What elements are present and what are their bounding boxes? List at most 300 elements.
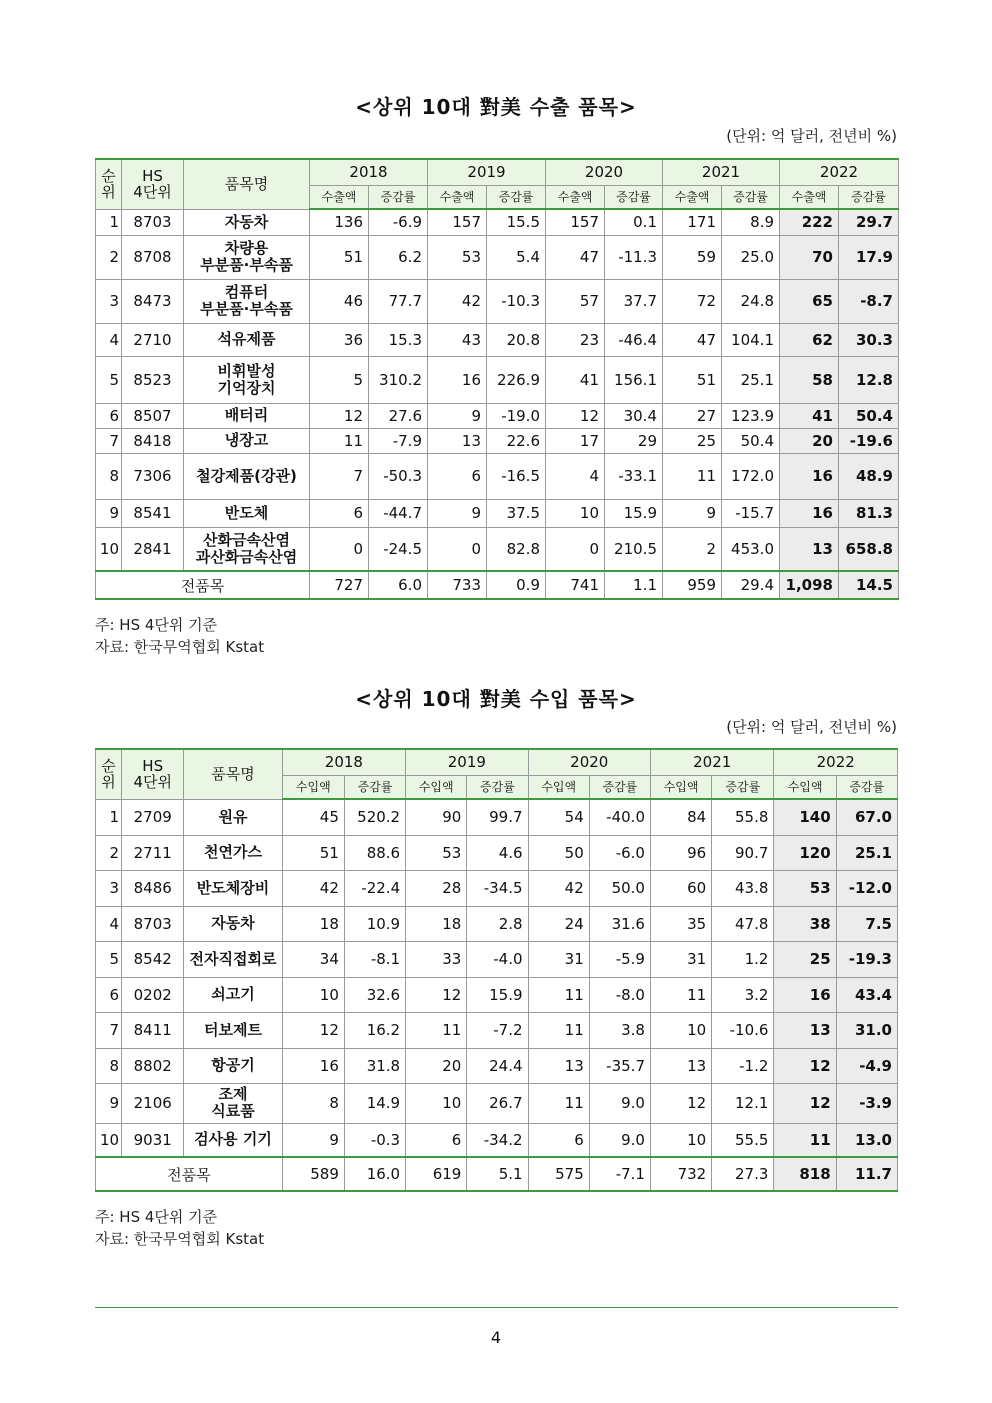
- total-amount-cell: 818: [774, 1157, 836, 1191]
- amount-cell: 31: [528, 941, 589, 977]
- amount-cell: 28: [406, 870, 467, 906]
- hs-code-cell: 8802: [122, 1048, 184, 1083]
- rate-cell: -12.0: [836, 870, 897, 906]
- amount-cell: 42: [528, 870, 589, 906]
- amount-cell: 11: [528, 1083, 589, 1123]
- rate-cell: 24.8: [722, 279, 780, 323]
- rate-cell: 77.7: [369, 279, 428, 323]
- amount-cell: 51: [282, 835, 344, 870]
- rate-cell: 8.9: [722, 209, 780, 235]
- amount-cell: 16: [428, 356, 487, 403]
- rate-cell: 99.7: [467, 799, 528, 835]
- amount-cell: 0: [546, 527, 605, 571]
- rank-cell: 3: [96, 279, 122, 323]
- amount-cell: 13: [428, 428, 487, 453]
- amount-cell: 13: [528, 1048, 589, 1083]
- item-name-line: 배터리: [224, 406, 269, 424]
- rank-cell: 5: [96, 356, 122, 403]
- export-table-title: <상위 10대 對美 수출 품목>: [355, 95, 637, 119]
- amount-cell: 16: [780, 453, 839, 499]
- amount-cell: 222: [780, 209, 839, 235]
- rate-cell: 10.9: [344, 906, 405, 941]
- rate-cell: 210.5: [605, 527, 663, 571]
- rate-cell: 43.4: [836, 977, 897, 1012]
- rank-cell: 2: [96, 835, 122, 870]
- item-name-line: 반도체: [224, 503, 269, 522]
- rank-cell: 2: [96, 235, 122, 279]
- amount-cell: 18: [406, 906, 467, 941]
- item-name-cell: [184, 453, 310, 499]
- hs-code-cell: 8486: [122, 870, 184, 906]
- export-unit-label: (단위: 억 달러, 전년비 %): [726, 127, 897, 145]
- rate-cell: 2.8: [467, 906, 528, 941]
- amount-subheader: 수출액: [780, 185, 839, 209]
- footer-divider: [95, 1307, 898, 1308]
- amount-cell: 171: [663, 209, 722, 235]
- amount-cell: 96: [650, 835, 711, 870]
- total-amount-cell: 741: [546, 571, 605, 599]
- amount-cell: 11: [663, 453, 722, 499]
- item-name-cell: [184, 835, 282, 870]
- total-rate-cell: 0.9: [487, 571, 546, 599]
- hs-code-header: HS 4단위: [122, 749, 184, 799]
- hs-code-header: HS 4단위: [122, 159, 184, 209]
- amount-cell: 12: [310, 403, 369, 428]
- amount-cell: 59: [663, 235, 722, 279]
- rate-subheader: 증감률: [836, 775, 897, 799]
- item-name-line: 컴퓨터: [224, 283, 269, 301]
- amount-cell: 16: [282, 1048, 344, 1083]
- rate-cell: 31.0: [836, 1012, 897, 1048]
- amount-cell: 10: [650, 1012, 711, 1048]
- import-note-basis: 주: HS 4단위 기준: [95, 1208, 218, 1226]
- item-name-line: 쇠고기: [211, 985, 255, 1003]
- rate-cell: 67.0: [836, 799, 897, 835]
- rate-cell: -11.3: [605, 235, 663, 279]
- rate-cell: 48.9: [839, 453, 899, 499]
- amount-cell: 25: [774, 941, 836, 977]
- table-row: [96, 235, 899, 279]
- amount-cell: 47: [546, 235, 605, 279]
- rate-cell: 29: [605, 428, 663, 453]
- amount-cell: 157: [428, 209, 487, 235]
- rate-cell: 4.6: [467, 835, 528, 870]
- amount-cell: 70: [780, 235, 839, 279]
- rate-cell: 30.4: [605, 403, 663, 428]
- rank-header: 순 위: [96, 159, 122, 209]
- table-row: [96, 977, 898, 1012]
- export-note-source: 자료: 한국무역협회 Kstat: [95, 638, 265, 656]
- amount-cell: 12: [650, 1083, 711, 1123]
- hs-code-cell: 2710: [122, 323, 184, 356]
- item-name-line: 석유제품: [217, 330, 276, 348]
- amount-cell: 42: [282, 870, 344, 906]
- rate-cell: 88.6: [344, 835, 405, 870]
- item-name-cell: [184, 1048, 282, 1083]
- rate-cell: -4.9: [836, 1048, 897, 1083]
- rate-cell: 37.5: [487, 499, 546, 527]
- rate-cell: -22.4: [344, 870, 405, 906]
- table-row: [96, 403, 899, 428]
- amount-cell: 20: [780, 428, 839, 453]
- rate-cell: -7.2: [467, 1012, 528, 1048]
- amount-cell: 35: [650, 906, 711, 941]
- amount-cell: 58: [780, 356, 839, 403]
- table-row: [96, 870, 898, 906]
- amount-cell: 11: [528, 977, 589, 1012]
- table-row: [96, 835, 898, 870]
- item-name-cell: [184, 527, 310, 571]
- rate-cell: 15.3: [369, 323, 428, 356]
- rate-subheader: 증감률: [839, 185, 899, 209]
- hs-code-cell: 8703: [122, 906, 184, 941]
- total-amount-cell: 732: [650, 1157, 711, 1191]
- rate-cell: -35.7: [589, 1048, 650, 1083]
- year-header-2021: 2021: [663, 159, 780, 185]
- rank-cell: 5: [96, 941, 122, 977]
- rank-cell: 9: [96, 1083, 122, 1123]
- rate-cell: -19.3: [836, 941, 897, 977]
- total-rate-cell: -7.1: [589, 1157, 650, 1191]
- export-table: [95, 158, 899, 600]
- amount-cell: 136: [310, 209, 369, 235]
- item-name-cell: [184, 941, 282, 977]
- hs-code-cell: 2106: [122, 1083, 184, 1123]
- table-row: [96, 1012, 898, 1048]
- item-name-line: 비휘발성: [217, 361, 276, 380]
- rate-cell: 25.1: [722, 356, 780, 403]
- item-name-line: 반도체장비: [196, 878, 270, 897]
- amount-cell: 12: [774, 1083, 836, 1123]
- rate-cell: 90.7: [712, 835, 774, 870]
- hs-code-cell: 2711: [122, 835, 184, 870]
- rate-cell: 14.9: [344, 1083, 405, 1123]
- rate-cell: -33.1: [605, 453, 663, 499]
- hs-code-cell: 2841: [122, 527, 184, 571]
- amount-cell: 12: [406, 977, 467, 1012]
- rank-header: 순 위: [96, 749, 122, 799]
- total-rate-cell: 29.4: [722, 571, 780, 599]
- amount-cell: 120: [774, 835, 836, 870]
- total-amount-cell: 959: [663, 571, 722, 599]
- rate-cell: 658.8: [839, 527, 899, 571]
- rate-cell: 27.6: [369, 403, 428, 428]
- amount-cell: 0: [310, 527, 369, 571]
- amount-cell: 6: [406, 1123, 467, 1157]
- item-name-line: 부분품·부속품: [200, 256, 293, 274]
- item-name-cell: [184, 1083, 282, 1123]
- rate-cell: 37.7: [605, 279, 663, 323]
- amount-cell: 54: [528, 799, 589, 835]
- rank-cell: 6: [96, 403, 122, 428]
- import-note-source: 자료: 한국무역협회 Kstat: [95, 1230, 265, 1248]
- item-name-line: 조제: [218, 1085, 248, 1103]
- rate-cell: -19.0: [487, 403, 546, 428]
- rank-cell: 3: [96, 870, 122, 906]
- rank-cell: 8: [96, 453, 122, 499]
- amount-cell: 53: [428, 235, 487, 279]
- rank-cell: 6: [96, 977, 122, 1012]
- amount-cell: 50: [528, 835, 589, 870]
- item-name-line: 전자직접회로: [189, 949, 277, 968]
- amount-cell: 31: [650, 941, 711, 977]
- hs-code-cell: 8703: [122, 209, 184, 235]
- table-row: [96, 323, 899, 356]
- total-row: [96, 1157, 898, 1191]
- rate-cell: 13.0: [836, 1123, 897, 1157]
- item-name-cell: [184, 235, 310, 279]
- import-table-title: <상위 10대 對美 수입 품목>: [355, 687, 637, 711]
- rate-cell: 310.2: [369, 356, 428, 403]
- rate-cell: -10.3: [487, 279, 546, 323]
- amount-cell: 36: [310, 323, 369, 356]
- amount-cell: 38: [774, 906, 836, 941]
- amount-cell: 6: [428, 453, 487, 499]
- amount-cell: 11: [650, 977, 711, 1012]
- total-amount-cell: 619: [406, 1157, 467, 1191]
- item-name-line: 항공기: [211, 1056, 255, 1074]
- amount-subheader: 수입액: [406, 775, 467, 799]
- amount-cell: 24: [528, 906, 589, 941]
- rate-cell: 9.0: [589, 1123, 650, 1157]
- total-amount-cell: 727: [310, 571, 369, 599]
- amount-cell: 20: [406, 1048, 467, 1083]
- amount-cell: 17: [546, 428, 605, 453]
- item-name-cell: [184, 403, 310, 428]
- rate-cell: 104.1: [722, 323, 780, 356]
- hs-code-cell: 9031: [122, 1123, 184, 1157]
- year-header-2021: 2021: [650, 749, 773, 775]
- item-name-line: 터보제트: [204, 1020, 262, 1039]
- total-rate-cell: 11.7: [836, 1157, 897, 1191]
- item-name-line: 차량용: [224, 239, 269, 257]
- item-name-line: 자동차: [224, 212, 269, 231]
- rate-subheader: 증감률: [712, 775, 774, 799]
- rank-cell: 8: [96, 1048, 122, 1083]
- rate-cell: 3.8: [589, 1012, 650, 1048]
- amount-cell: 8: [282, 1083, 344, 1123]
- table-row: [96, 1083, 898, 1123]
- rate-cell: 123.9: [722, 403, 780, 428]
- year-header-2018: 2018: [282, 749, 405, 775]
- rate-cell: -34.5: [467, 870, 528, 906]
- total-rate-cell: 6.0: [369, 571, 428, 599]
- amount-cell: 10: [650, 1123, 711, 1157]
- rank-cell: 4: [96, 323, 122, 356]
- total-amount-cell: 733: [428, 571, 487, 599]
- amount-cell: 33: [406, 941, 467, 977]
- rate-subheader: 증감률: [605, 185, 663, 209]
- item-name-cell: [184, 1123, 282, 1157]
- item-name-cell: [184, 906, 282, 941]
- amount-cell: 51: [663, 356, 722, 403]
- item-name-line: 과산화금속산염: [195, 547, 298, 566]
- rate-cell: -8.0: [589, 977, 650, 1012]
- amount-cell: 53: [406, 835, 467, 870]
- rate-cell: 7.5: [836, 906, 897, 941]
- rate-cell: 15.9: [605, 499, 663, 527]
- amount-cell: 42: [428, 279, 487, 323]
- amount-cell: 11: [774, 1123, 836, 1157]
- hs-code-cell: 8542: [122, 941, 184, 977]
- total-amount-cell: 575: [528, 1157, 589, 1191]
- year-header-2019: 2019: [406, 749, 528, 775]
- rate-cell: -34.2: [467, 1123, 528, 1157]
- amount-cell: 45: [282, 799, 344, 835]
- rate-cell: 12.8: [839, 356, 899, 403]
- export-notes: [95, 614, 264, 658]
- item-name-cell: [184, 356, 310, 403]
- rate-cell: 15.5: [487, 209, 546, 235]
- rate-cell: 55.8: [712, 799, 774, 835]
- table-row: [96, 356, 899, 403]
- item-name-cell: [184, 499, 310, 527]
- rate-cell: 82.8: [487, 527, 546, 571]
- total-rate-cell: 27.3: [712, 1157, 774, 1191]
- item-name-line: 자동차: [211, 914, 255, 932]
- rate-cell: -6.9: [369, 209, 428, 235]
- amount-cell: 10: [406, 1083, 467, 1123]
- amount-cell: 18: [282, 906, 344, 941]
- rate-cell: -4.0: [467, 941, 528, 977]
- total-rate-cell: 14.5: [839, 571, 899, 599]
- amount-subheader: 수출액: [546, 185, 605, 209]
- table-row: [96, 453, 899, 499]
- amount-subheader: 수입액: [282, 775, 344, 799]
- hs-code-cell: 0202: [122, 977, 184, 1012]
- rate-subheader: 증감률: [487, 185, 546, 209]
- hs-code-cell: 8507: [122, 403, 184, 428]
- rate-cell: 32.6: [344, 977, 405, 1012]
- rate-subheader: 증감률: [722, 185, 780, 209]
- rate-cell: -40.0: [589, 799, 650, 835]
- rate-cell: 55.5: [712, 1123, 774, 1157]
- import-notes: [95, 1206, 264, 1250]
- item-name-line: 산화금속산염: [203, 530, 290, 549]
- hs-code-cell: 8541: [122, 499, 184, 527]
- amount-cell: 11: [310, 428, 369, 453]
- year-header-2022: 2022: [774, 749, 898, 775]
- item-name-cell: [184, 209, 310, 235]
- rate-cell: 453.0: [722, 527, 780, 571]
- hs-code-cell: 8473: [122, 279, 184, 323]
- item-name-line: 식료품: [211, 1102, 255, 1120]
- year-header-2022: 2022: [780, 159, 899, 185]
- amount-cell: 11: [528, 1012, 589, 1048]
- table-row: [96, 279, 899, 323]
- amount-cell: 9: [428, 403, 487, 428]
- amount-cell: 6: [310, 499, 369, 527]
- rate-cell: -1.2: [712, 1048, 774, 1083]
- rank-cell: 7: [96, 428, 122, 453]
- amount-cell: 12: [546, 403, 605, 428]
- amount-subheader: 수입액: [774, 775, 836, 799]
- amount-subheader: 수입액: [650, 775, 711, 799]
- rate-cell: -50.3: [369, 453, 428, 499]
- item-name-cell: [184, 323, 310, 356]
- amount-cell: 140: [774, 799, 836, 835]
- rate-cell: 30.3: [839, 323, 899, 356]
- total-rate-cell: 16.0: [344, 1157, 405, 1191]
- rate-cell: 12.1: [712, 1083, 774, 1123]
- rate-cell: 1.2: [712, 941, 774, 977]
- amount-cell: 12: [774, 1048, 836, 1083]
- amount-cell: 4: [546, 453, 605, 499]
- amount-cell: 10: [282, 977, 344, 1012]
- import-table: [95, 748, 898, 1192]
- item-name-cell: [184, 870, 282, 906]
- amount-cell: 13: [780, 527, 839, 571]
- amount-cell: 41: [546, 356, 605, 403]
- hs-code-cell: 7306: [122, 453, 184, 499]
- rate-cell: -19.6: [839, 428, 899, 453]
- rate-cell: 25.0: [722, 235, 780, 279]
- total-rate-cell: 1.1: [605, 571, 663, 599]
- rate-cell: 24.4: [467, 1048, 528, 1083]
- amount-cell: 9: [282, 1123, 344, 1157]
- table-row: [96, 1048, 898, 1083]
- rank-cell: 1: [96, 209, 122, 235]
- item-name-cell: [184, 428, 310, 453]
- rate-cell: 29.7: [839, 209, 899, 235]
- rate-subheader: 증감률: [589, 775, 650, 799]
- amount-cell: 34: [282, 941, 344, 977]
- item-name-cell: [184, 1012, 282, 1048]
- table-row: [96, 799, 898, 835]
- amount-cell: 27: [663, 403, 722, 428]
- rate-cell: -15.7: [722, 499, 780, 527]
- amount-cell: 2: [663, 527, 722, 571]
- year-header-2019: 2019: [428, 159, 546, 185]
- item-name-line: 원유: [218, 807, 248, 826]
- amount-cell: 7: [310, 453, 369, 499]
- rate-cell: 20.8: [487, 323, 546, 356]
- year-header-2020: 2020: [528, 749, 650, 775]
- rate-cell: 31.8: [344, 1048, 405, 1083]
- rate-cell: -7.9: [369, 428, 428, 453]
- amount-cell: 53: [774, 870, 836, 906]
- rate-cell: 26.7: [467, 1083, 528, 1123]
- total-amount-cell: 1,098: [780, 571, 839, 599]
- total-label: 전품목: [96, 1157, 283, 1191]
- total-label: 전품목: [96, 571, 310, 599]
- page-number: 4: [490, 1328, 502, 1347]
- item-name-cell: [184, 279, 310, 323]
- rate-cell: -8.7: [839, 279, 899, 323]
- rate-cell: 5.4: [487, 235, 546, 279]
- item-name-cell: [184, 977, 282, 1012]
- rate-cell: 0.1: [605, 209, 663, 235]
- table-row: [96, 428, 899, 453]
- rate-cell: 50.4: [722, 428, 780, 453]
- hs-code-cell: 8411: [122, 1012, 184, 1048]
- rate-cell: -3.9: [836, 1083, 897, 1123]
- amount-cell: 72: [663, 279, 722, 323]
- amount-subheader: 수출액: [310, 185, 369, 209]
- amount-cell: 43: [428, 323, 487, 356]
- rank-cell: 9: [96, 499, 122, 527]
- hs-code-cell: 8418: [122, 428, 184, 453]
- amount-cell: 16: [774, 977, 836, 1012]
- amount-subheader: 수출액: [428, 185, 487, 209]
- amount-cell: 10: [546, 499, 605, 527]
- rate-subheader: 증감률: [344, 775, 405, 799]
- rate-cell: 520.2: [344, 799, 405, 835]
- rate-cell: 3.2: [712, 977, 774, 1012]
- rate-cell: 50.4: [839, 403, 899, 428]
- table-row: [96, 941, 898, 977]
- rate-cell: 172.0: [722, 453, 780, 499]
